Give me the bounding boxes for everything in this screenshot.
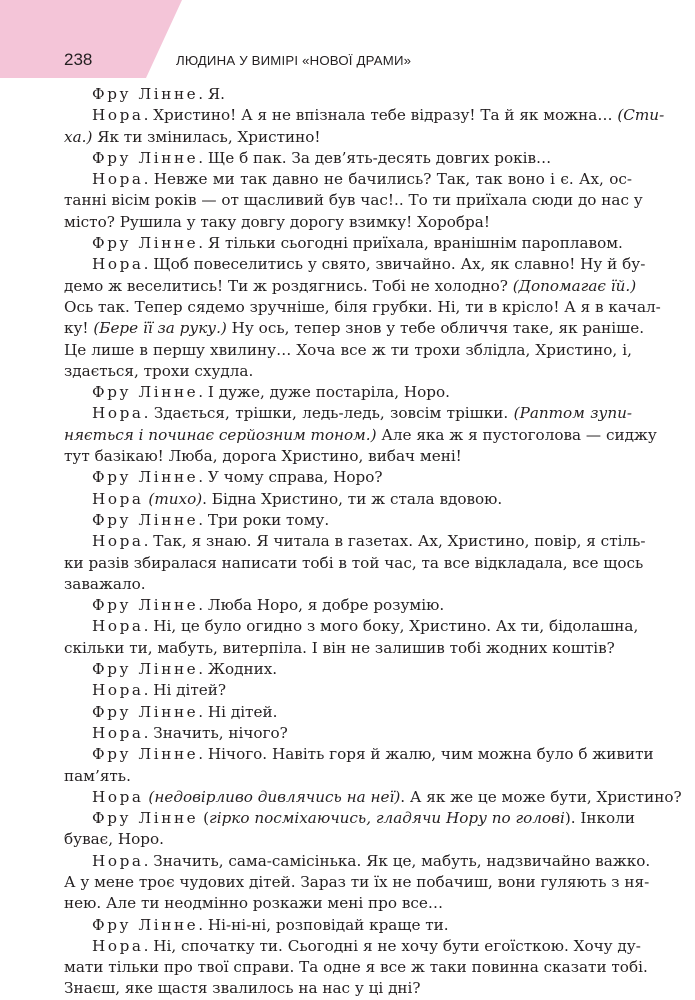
dialogue-text: . Я тільки сьогодні приїхала, вранішнім пароплавом. — [198, 234, 623, 253]
dialogue-text: . Значить, сама-самісінька. Як це, мабуть, надзвичайно важко. — [143, 851, 651, 870]
speaker-name: Фру Лінне — [92, 660, 199, 679]
text-line — [64, 403, 632, 424]
dialogue-text: . Значить, нічого? — [143, 723, 288, 742]
stage-direction: (Раптом зупи- — [513, 404, 633, 423]
speaker-name: Нора — [92, 723, 144, 742]
text-line — [64, 766, 632, 787]
stage-direction: (тихо) — [148, 489, 203, 508]
dialogue-text: нею. Але ти неодмінно розкажи мені про все… — [64, 894, 444, 913]
dialogue-text: . Здається, трішки, ледь-ледь, зовсім трішки. — [143, 404, 514, 423]
speaker-name: Фру Лінне — [92, 915, 199, 934]
dialogue-text: демо ж веселитись! Ти ж роздягнись. Тобі не холодно? — [64, 276, 513, 295]
dialogue-text: . У чому справа, Норо? — [198, 468, 383, 487]
dialogue-text: пам’ять. — [64, 766, 131, 785]
speaker-name: Нора — [92, 936, 144, 955]
speaker-name: Фру Лінне — [92, 702, 199, 721]
dialogue-text: місто? Рушила у таку довгу дорогу взимку! Хоробра! — [64, 212, 490, 231]
text-line — [64, 297, 661, 318]
page-number: 238 — [64, 50, 93, 69]
speaker-name: Фру Лінне — [92, 234, 199, 253]
text-line — [64, 361, 632, 382]
dialogue-text: ки разів збиралася написати тобі в той час, та все відкладала, все щось — [64, 553, 644, 572]
dialogue-text: Ось так. Тепер сядемо зручніше, біля грубки. Ні, ти в крісло! А я в качал- — [64, 297, 661, 316]
dialogue-text: . Бідна Христино, ти ж стала вдовою. — [202, 489, 503, 508]
speaker-name: Нора — [92, 489, 144, 508]
speaker-name: Фру Лінне — [92, 85, 199, 103]
dialogue-text: ку! — [64, 319, 94, 338]
dialogue-text: Як ти змінилась, Христино! — [92, 127, 321, 146]
dialogue-text: здається, трохи схудла. — [64, 361, 254, 380]
text-line — [64, 425, 657, 446]
text-line — [64, 744, 654, 765]
stage-direction: (Допомагає їй.) — [512, 276, 637, 295]
play-text — [64, 84, 682, 1000]
text-line — [64, 148, 632, 169]
dialogue-text: . Ні, це було огидно з мого боку, Христино. Ах ти, бідолашна, — [143, 617, 639, 636]
speaker-name: Фру Лінне — [92, 745, 199, 764]
speaker-name: Нора — [92, 106, 144, 125]
text-line — [64, 212, 632, 233]
text-line — [64, 978, 632, 999]
speaker-name: Фру Лінне — [92, 383, 199, 402]
dialogue-text: . Ні-ні-ні, розповідай краще ти. — [198, 915, 449, 934]
dialogue-text: ( — [198, 809, 210, 828]
text-line — [64, 254, 646, 275]
speaker-name: Фру Лінне — [92, 809, 199, 828]
dialogue-text: . Ні дітей? — [143, 681, 227, 700]
dialogue-text: . Ні, спочатку ти. Сьогодні я не хочу бути егоїсткою. Хочу ду- — [143, 936, 641, 955]
dialogue-text: Знаєш, яке щастя звалилось на нас у ці дні? — [64, 979, 421, 998]
speaker-name: Фру Лінне — [92, 468, 199, 487]
speaker-name: Нора — [92, 170, 144, 189]
dialogue-text: Але яка ж я пустоголова — сиджу — [376, 425, 657, 444]
dialogue-text: буває, Норо. — [64, 830, 164, 849]
text-line — [64, 127, 632, 148]
text-line — [64, 957, 648, 978]
text-line — [64, 787, 682, 808]
text-line — [64, 680, 632, 701]
dialogue-text: . Так, я знаю. Я читала в газетах. Ах, Христино, повір, я стіль- — [143, 532, 646, 551]
dialogue-text: А у мене троє чудових дітей. Зараз ти їх не побачиш, вони гуляють з ня- — [64, 872, 650, 891]
speaker-name: Фру Лінне — [92, 510, 199, 529]
text-line — [64, 446, 632, 467]
dialogue-text: скільки ти, мабуть, витерпіла. І він не залишив тобі жодних коштів? — [64, 638, 615, 657]
text-line — [64, 808, 635, 829]
dialogue-text: . Христино! А я не впізнала тебе відразу! Та й як можна… — [143, 106, 618, 125]
dialogue-text: . Три роки тому. — [198, 510, 330, 529]
dialogue-text: . Я. — [198, 85, 226, 103]
text-line — [64, 318, 645, 339]
dialogue-text: ). Інколи — [564, 809, 635, 828]
text-line — [64, 872, 650, 893]
speaker-name: Нора — [92, 851, 144, 870]
text-line — [64, 936, 641, 957]
text-line — [64, 489, 632, 510]
text-line — [64, 723, 632, 744]
dialogue-text: Ну ось, тепер знов у тебе обличчя таке, як раніше. — [226, 319, 645, 338]
text-line — [64, 574, 632, 595]
text-line — [64, 553, 644, 574]
speaker-name: Фру Лінне — [92, 148, 199, 167]
speaker-name: Нора — [92, 617, 144, 636]
stage-direction: (Сти- — [617, 106, 665, 125]
stage-direction: ха.) — [64, 127, 93, 146]
speaker-name: Фру Лінне — [92, 596, 199, 615]
dialogue-text: . Невже ми так давно не бачились? Так, так воно і є. Ах, ос- — [143, 170, 632, 189]
dialogue-text: . Щоб повеселитись у свято, звичайно. Ах, як славно! Ну й бу- — [143, 255, 646, 274]
text-line — [64, 169, 632, 190]
text-line — [64, 233, 632, 254]
text-line — [64, 893, 632, 914]
text-line — [64, 467, 632, 488]
text-line — [64, 382, 632, 403]
dialogue-text: Це лише в першу хвилину… Хоча все ж ти трохи зблідла, Христино, і, — [64, 340, 632, 359]
dialogue-text: . Люба Норо, я добре розумію. — [198, 596, 445, 615]
dialogue-text: танні вісім років — от щасливий був час!.. То ти приїхала сюди до нас у — [64, 191, 643, 210]
text-line — [64, 84, 632, 105]
speaker-name: Нора — [92, 532, 144, 551]
text-line — [64, 659, 632, 680]
stage-direction: (недовірливо дивлячись на неї) — [148, 787, 401, 806]
text-line — [64, 829, 632, 850]
text-line — [64, 510, 632, 531]
text-line — [64, 616, 639, 637]
text-line — [64, 638, 632, 659]
dialogue-text: заважало. — [64, 574, 146, 593]
dialogue-text: . І дуже, дуже постаріла, Норо. — [198, 383, 450, 402]
speaker-name: Нора — [92, 681, 144, 700]
dialogue-text: тут базікаю! Люба, дорога Христино, вибач мені! — [64, 447, 462, 466]
speaker-name: Нора — [92, 404, 144, 423]
dialogue-text: . А як же це може бути, Христино? — [400, 787, 682, 806]
text-line — [64, 190, 643, 211]
dialogue-text: . Ні дітей. — [198, 702, 278, 721]
dialogue-text: . Жодних. — [198, 660, 278, 679]
stage-direction: (Бере її за руку.) — [93, 319, 227, 338]
dialogue-text: . Ще б пак. За дев’ять-десять довгих років… — [198, 148, 552, 167]
dialogue-text: мати тільки про твої справи. Та одне я все ж таки повинна сказати тобі. — [64, 958, 648, 977]
text-line — [64, 276, 637, 297]
running-title: ЛЮДИНА У ВИМІРІ «НОВОЇ ДРАМИ» — [176, 53, 412, 68]
text-line — [64, 915, 632, 936]
speaker-name: Нора — [92, 255, 144, 274]
text-line — [64, 702, 632, 723]
text-line — [64, 105, 665, 126]
stage-direction: гірко посміхаючись, гладячи Нору по голові — [209, 809, 565, 828]
text-line — [64, 531, 646, 552]
dialogue-text: . Нічого. Навіть горя й жалю, чим можна було б живити — [198, 745, 654, 764]
text-line — [64, 340, 632, 361]
speaker-name: Нора — [92, 787, 144, 806]
text-line — [64, 851, 651, 872]
stage-direction: няється і починає серйозним тоном.) — [64, 425, 377, 444]
text-line — [64, 595, 632, 616]
